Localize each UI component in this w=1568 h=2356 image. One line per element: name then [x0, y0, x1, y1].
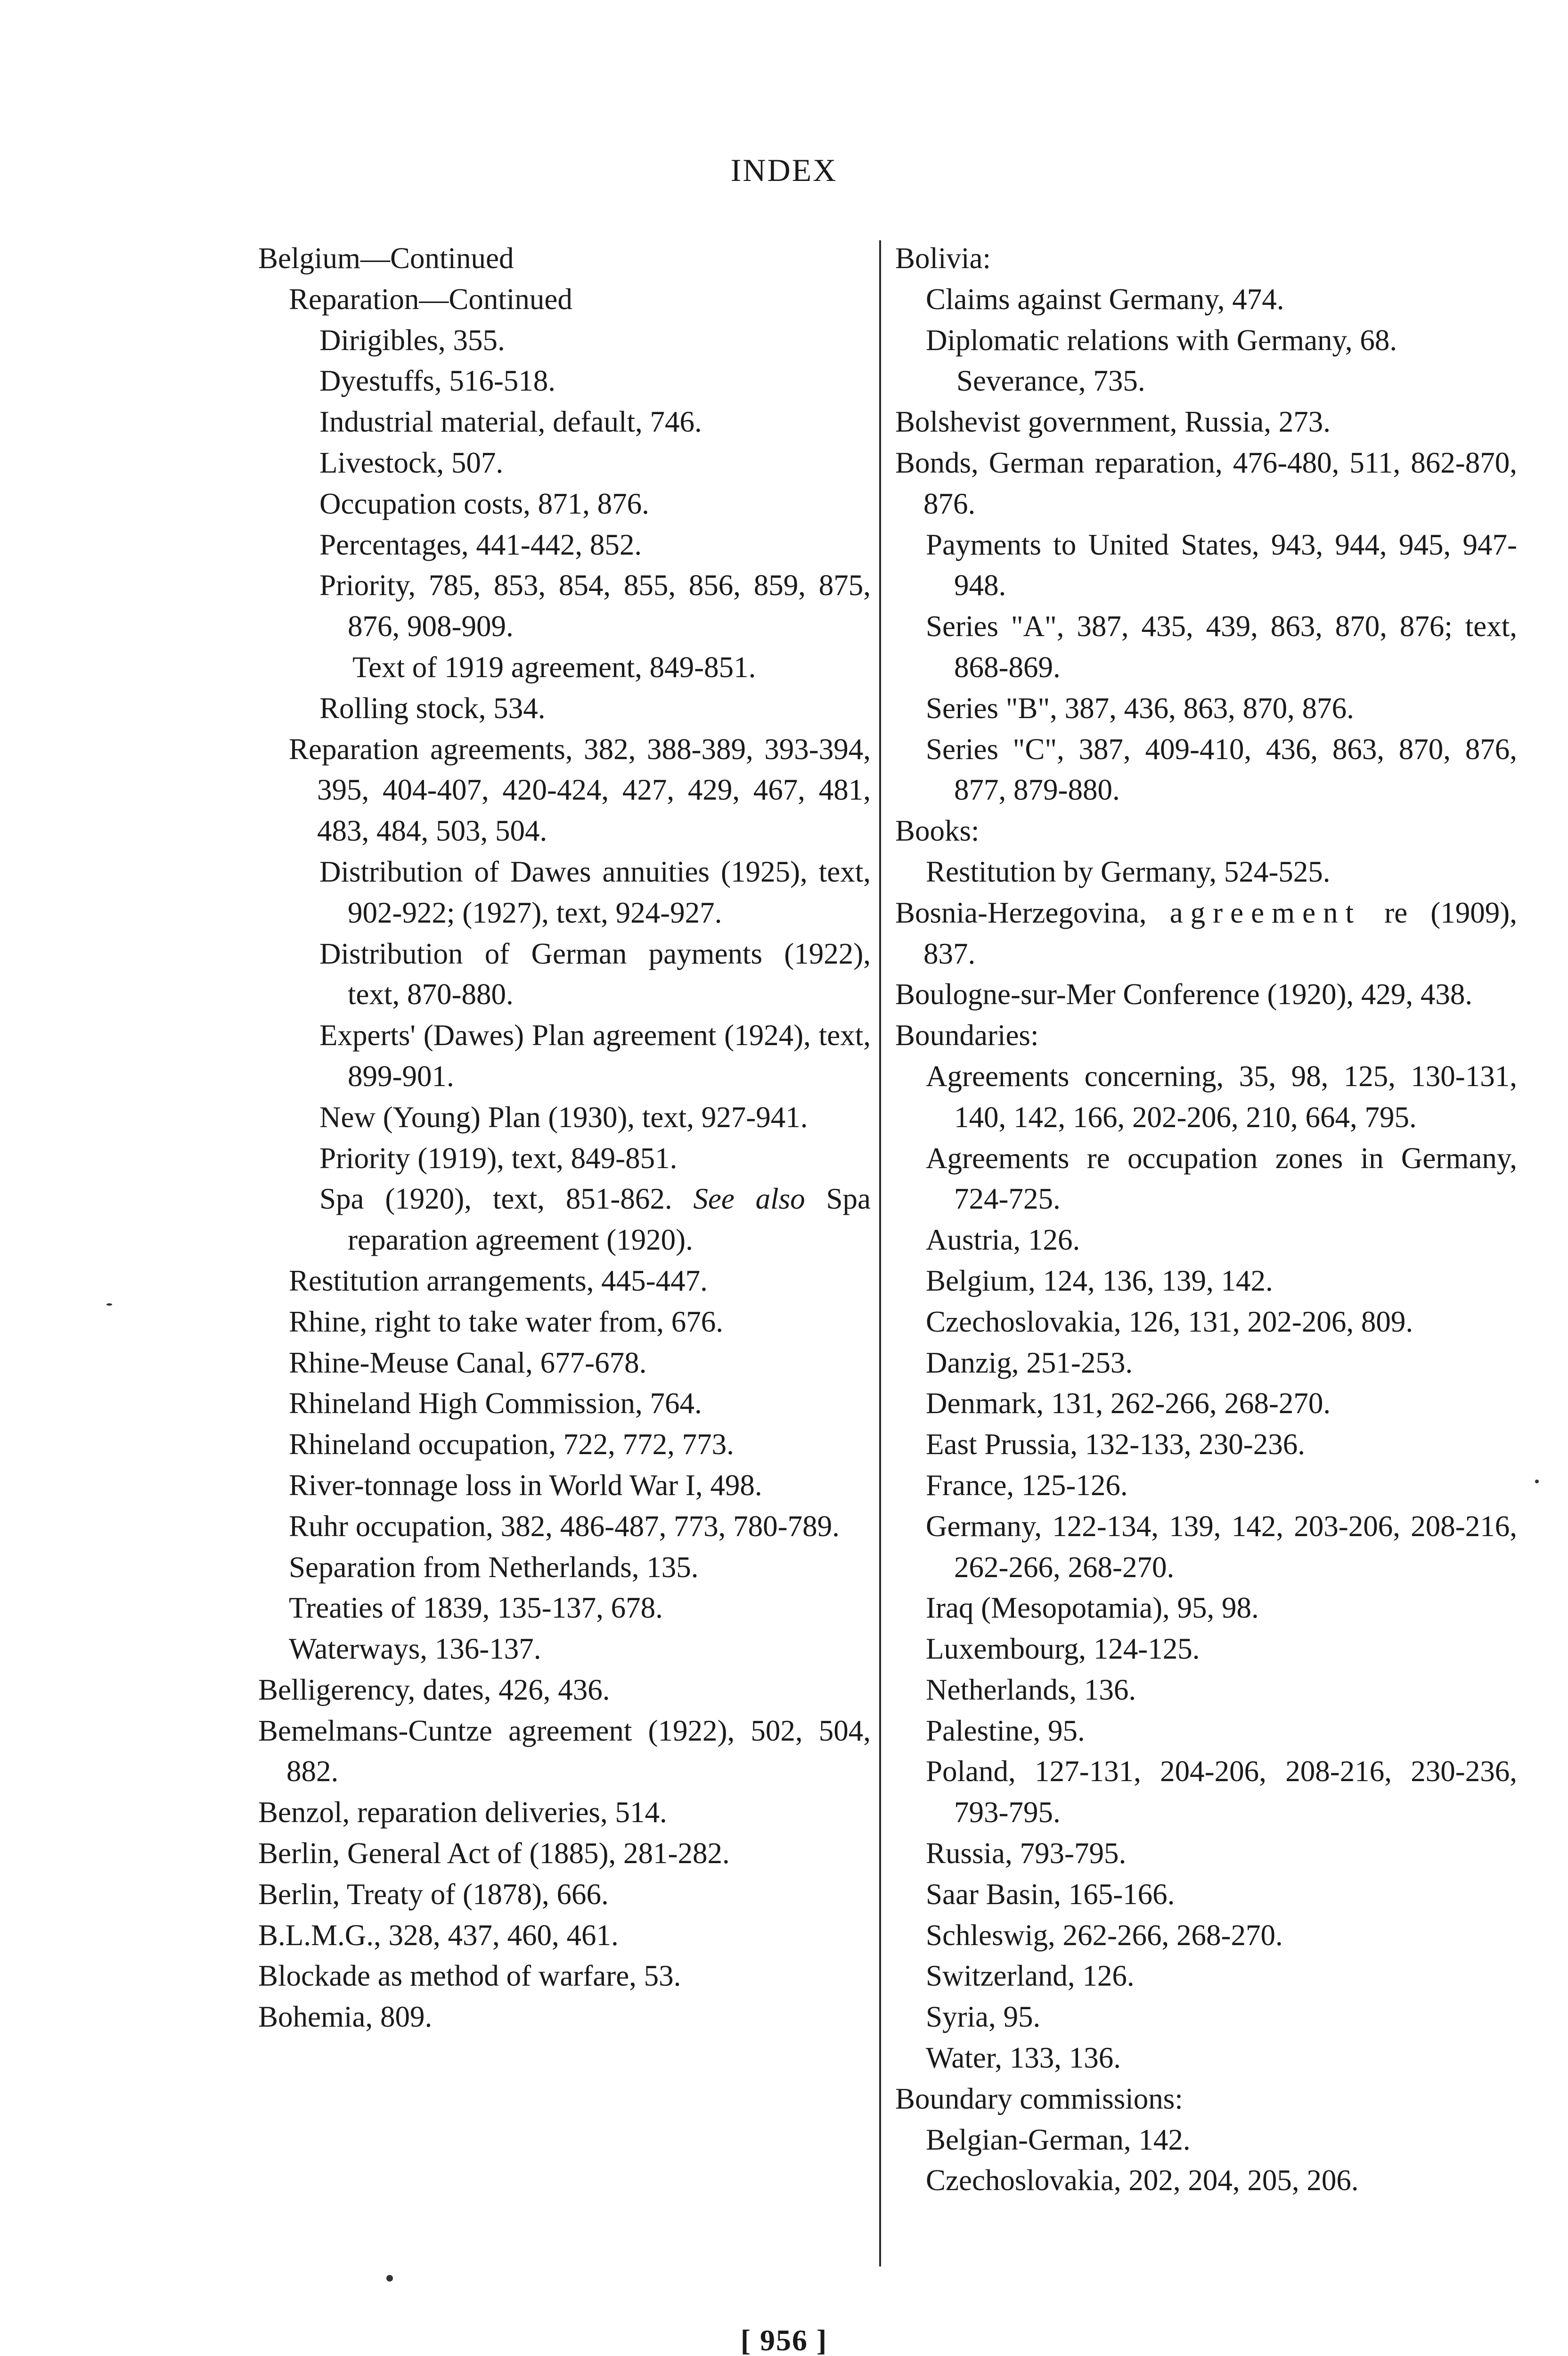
- index-entry-text: Distribution of German payments (1922), text, 870-880.: [319, 937, 871, 1011]
- index-entry: [895, 1260, 1517, 1301]
- index-entry: [258, 1465, 871, 1506]
- index-entry-text: Water, 133, 136.: [926, 2041, 1121, 2075]
- index-entry-text: Czechoslovakia, 202, 204, 205, 206.: [926, 2164, 1359, 2197]
- see-also-reference: See also: [693, 1182, 805, 1216]
- index-entry-text: Palestine, 95.: [926, 1714, 1085, 1747]
- index-entry-text: Ruhr occupation, 382, 486-487, 773, 780-789.: [289, 1509, 840, 1543]
- index-entry: [258, 483, 871, 524]
- index-entry: [895, 1138, 1517, 1220]
- index-entry-text: Netherlands, 136.: [926, 1673, 1136, 1706]
- index-entry: [895, 1833, 1517, 1874]
- index-entry: [895, 1056, 1517, 1138]
- index-entry: [895, 1669, 1517, 1710]
- index-entry-text: Belgian-German, 142.: [926, 2123, 1191, 2156]
- index-entry-text: Switzerland, 126.: [926, 1959, 1135, 1993]
- index-entry-text: Agreements re occupation zones in Germany, 724-725.: [926, 1141, 1517, 1216]
- index-entry-text: Denmark, 131, 262-266, 268-270.: [926, 1387, 1331, 1420]
- print-speck: [386, 2275, 393, 2282]
- index-column-left: [258, 238, 871, 2037]
- index-entry-text: Text of 1919 agreement, 849-851.: [352, 650, 756, 684]
- index-entry: [895, 1996, 1517, 2037]
- index-entry-text: Reparation—Continued: [289, 282, 572, 316]
- index-entry: [258, 238, 871, 279]
- index-entry: [895, 279, 1517, 320]
- index-entry: [895, 606, 1517, 688]
- index-entry-text: Dirigibles, 355.: [319, 323, 505, 357]
- index-entry: [895, 1465, 1517, 1506]
- index-entry-text: Dyestuffs, 516-518.: [319, 364, 556, 398]
- index-entry-tail: re (1909), 837.: [923, 896, 1518, 970]
- index-entry: [258, 1587, 871, 1628]
- index-entry: [895, 2119, 1517, 2160]
- index-entry-text: Iraq (Mesopotamia), 95, 98.: [926, 1591, 1259, 1625]
- index-entry-text: River-tonnage loss in World War I, 498.: [289, 1468, 762, 1502]
- index-entry-text: Boulogne-sur-Mer Conference (1920), 429, 438.: [895, 978, 1473, 1011]
- index-entry: [895, 1710, 1517, 1751]
- index-entry: [258, 442, 871, 483]
- index-entry: [895, 2037, 1517, 2078]
- index-entry: [895, 1383, 1517, 1424]
- index-entry: [258, 1833, 871, 1874]
- index-entry: [895, 688, 1517, 729]
- index-entry: [258, 1792, 871, 1833]
- index-entry: [895, 524, 1517, 606]
- index-entry-text: Schleswig, 262-266, 268-270.: [926, 1918, 1283, 1952]
- index-entry-text: Luxembourg, 124-125.: [926, 1632, 1200, 1666]
- index-entry: [895, 974, 1517, 1015]
- index-entry-text: Separation from Netherlands, 135.: [289, 1550, 699, 1584]
- index-entry: [258, 1955, 871, 1996]
- index-entry-text: Benzol, reparation deliveries, 514.: [258, 1796, 667, 1829]
- index-entry-text: Occupation costs, 871, 876.: [319, 487, 649, 520]
- index-entry-tail: Spa reparation agreement (1920).: [348, 1182, 871, 1257]
- index-entry-text: Belligerency, dates, 426, 436.: [258, 1673, 610, 1706]
- index-column-right: [895, 238, 1517, 2201]
- index-entry: [895, 1628, 1517, 1669]
- index-entry-text: Books:: [895, 814, 980, 848]
- index-entry-text: Industrial material, default, 746.: [319, 405, 702, 439]
- index-entry: [895, 1506, 1517, 1588]
- index-entry: [895, 892, 1517, 974]
- index-entry: [895, 1955, 1517, 1996]
- index-entry-text: Bolshevist government, Russia, 273.: [895, 405, 1331, 439]
- index-entry: [258, 1424, 871, 1465]
- index-entry-text: Czechoslovakia, 126, 131, 202-206, 809.: [926, 1305, 1413, 1338]
- index-entry: [895, 1342, 1517, 1383]
- index-entry-text: Priority, 785, 853, 854, 855, 856, 859, 875, 876, 908-909.: [319, 569, 871, 643]
- index-entry: [258, 1506, 871, 1547]
- index-entry-text: Bohemia, 809.: [258, 2000, 433, 2034]
- index-entry-text: Restitution by Germany, 524-525.: [926, 855, 1331, 888]
- index-entry-text: Restitution arrangements, 445-447.: [289, 1264, 708, 1297]
- index-entry-text: Rhine, right to take water from, 676.: [289, 1305, 724, 1338]
- index-entry-text: Boundary commissions:: [895, 2082, 1183, 2115]
- index-entry-text: Experts' (Dawes) Plan agreement (1924), text, 899-901.: [319, 1019, 871, 1093]
- index-entry-text: Rhineland High Commission, 764.: [289, 1387, 702, 1420]
- index-entry-text: Percentages, 441-442, 852.: [319, 528, 642, 561]
- index-entry: [258, 1138, 871, 1179]
- index-entry-text: Bosnia-Herzegovina,: [895, 896, 1147, 929]
- index-entry: [258, 1669, 871, 1710]
- index-entry: [895, 360, 1517, 401]
- index-entry: [258, 851, 871, 933]
- index-entry-text: Agreements concerning, 35, 98, 125, 130-131, 140, 142, 166, 202-206, 210, 664, 795.: [926, 1059, 1517, 1134]
- index-entry: [895, 2078, 1517, 2119]
- index-entry-text: Boundaries:: [895, 1019, 1039, 1052]
- index-entry: [258, 1915, 871, 1956]
- index-entry-text: Poland, 127-131, 204-206, 208-216, 230-236, 793-795.: [926, 1755, 1517, 1829]
- index-entry-text: Russia, 793-795.: [926, 1837, 1127, 1870]
- index-entry: [258, 1628, 871, 1669]
- print-speck: [106, 1303, 112, 1306]
- index-entry-text: Series "B", 387, 436, 863, 870, 876.: [926, 691, 1354, 725]
- index-entry-text: Bonds, German reparation, 476-480, 511, 862-870, 876.: [895, 446, 1517, 520]
- index-entry: [895, 810, 1517, 851]
- index-entry: [895, 320, 1517, 361]
- index-entry: [258, 401, 871, 442]
- index-entry-text: New (Young) Plan (1930), text, 927-941.: [319, 1100, 808, 1134]
- index-entry: [258, 729, 871, 851]
- index-entry-spaced-word: agreement: [1169, 896, 1362, 929]
- index-entry: [258, 933, 871, 1015]
- index-entry: [895, 1424, 1517, 1465]
- index-entry-text: Series "C", 387, 409-410, 436, 863, 870, 876, 877, 879-880.: [926, 732, 1517, 807]
- index-entry: [895, 851, 1517, 892]
- index-entry: [895, 729, 1517, 811]
- index-entry: [258, 1260, 871, 1301]
- index-entry-text: East Prussia, 132-133, 230-236.: [926, 1428, 1305, 1461]
- print-speck: [1535, 1480, 1539, 1483]
- index-entry: [895, 1301, 1517, 1342]
- index-entry: [895, 2160, 1517, 2201]
- index-entry-text: Bemelmans-Cuntze agreement (1922), 502, 504, 882.: [258, 1714, 871, 1788]
- index-entry: [895, 1915, 1517, 1956]
- index-entry-text: Priority (1919), text, 849-851.: [319, 1141, 678, 1175]
- index-entry-text: Austria, 126.: [926, 1223, 1080, 1257]
- index-entry-text: Livestock, 507.: [319, 446, 504, 479]
- index-entry: [258, 1178, 871, 1260]
- index-entry-text: Berlin, Treaty of (1878), 666.: [258, 1877, 609, 1911]
- index-entry-text: Rhine-Meuse Canal, 677-678.: [289, 1346, 647, 1379]
- index-entry: [895, 1751, 1517, 1833]
- column-divider: [879, 240, 881, 2266]
- index-entry-text: Belgium, 124, 136, 139, 142.: [926, 1264, 1273, 1297]
- index-entry: [258, 1097, 871, 1138]
- index-entry: [895, 1874, 1517, 1915]
- index-entry: [258, 1015, 871, 1097]
- index-entry: [258, 524, 871, 565]
- index-entry: [258, 360, 871, 401]
- index-entry-text: Blockade as method of warfare, 53.: [258, 1959, 681, 1993]
- index-entry-text: Rhineland occupation, 722, 772, 773.: [289, 1428, 734, 1461]
- index-entry-text: France, 125-126.: [926, 1468, 1128, 1502]
- index-entry-text: Treaties of 1839, 135-137, 678.: [289, 1591, 663, 1625]
- index-entry-text: Reparation agreements, 382, 388-389, 393-394, 395, 404-407, 420-424, 427, 429, 467, 481, 483, 484, 503, 504.: [289, 732, 871, 848]
- index-entry: [258, 1383, 871, 1424]
- index-entry-text: Claims against Germany, 474.: [926, 282, 1284, 316]
- index-entry-text: Danzig, 251-253.: [926, 1346, 1133, 1379]
- index-entry-text: B.L.M.G., 328, 437, 460, 461.: [258, 1918, 619, 1952]
- index-entry-text: Belgium—Continued: [258, 242, 514, 275]
- index-entry-text: Payments to United States, 943, 944, 945, 947-948.: [926, 528, 1517, 602]
- index-entry-text: Diplomatic relations with Germany, 68.: [926, 323, 1397, 357]
- index-entry: [895, 1219, 1517, 1260]
- index-entry-text: Berlin, General Act of (1885), 281-282.: [258, 1837, 730, 1870]
- index-entry-text: Series "A", 387, 435, 439, 863, 870, 876; text, 868-869.: [926, 610, 1517, 684]
- index-entry-text: Rolling stock, 534.: [319, 691, 546, 725]
- index-entry: [895, 1015, 1517, 1056]
- index-entry-text: Saar Basin, 165-166.: [926, 1877, 1175, 1911]
- index-entry-text: Bolivia:: [895, 242, 991, 275]
- index-entry: [895, 1587, 1517, 1628]
- index-entry-text: Germany, 122-134, 139, 142, 203-206, 208-216, 262-266, 268-270.: [926, 1509, 1517, 1584]
- index-entry: [895, 442, 1517, 524]
- index-entry-text: Distribution of Dawes annuities (1925), text, 902-922; (1927), text, 924-927.: [319, 855, 871, 929]
- index-entry: [258, 565, 871, 647]
- index-entry: [258, 688, 871, 729]
- index-entry-text: Syria, 95.: [926, 2000, 1041, 2034]
- index-entry-text: Spa (1920), text, 851-862.: [319, 1182, 672, 1216]
- index-entry-text: Severance, 735.: [956, 364, 1145, 398]
- index-entry: [895, 238, 1517, 279]
- index-entry: [258, 1301, 871, 1342]
- index-entry: [258, 1710, 871, 1792]
- index-entry: [258, 1547, 871, 1588]
- index-entry: [258, 279, 871, 320]
- index-entry: [258, 320, 871, 361]
- index-entry-text: Waterways, 136-137.: [289, 1632, 541, 1666]
- page-number: [ 956 ]: [740, 2323, 828, 2356]
- index-entry: [895, 401, 1517, 442]
- index-entry: [258, 1342, 871, 1383]
- index-entry: [258, 1996, 871, 2037]
- index-entry: [258, 647, 871, 688]
- index-entry: [258, 1874, 871, 1915]
- page-title: INDEX: [730, 152, 838, 188]
